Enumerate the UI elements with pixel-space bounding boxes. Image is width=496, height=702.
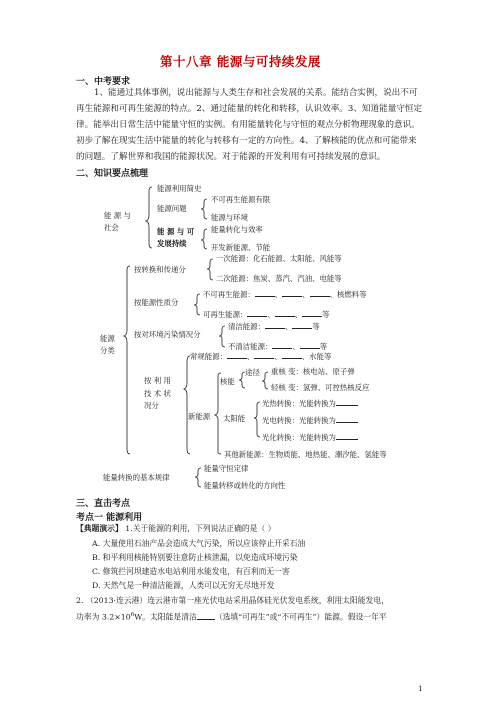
answer-blank[interactable] (282, 350, 302, 359)
fill-text: （选填“可再生”或“不可再生”）能源。假设一年平 (214, 612, 387, 622)
map-node: 不可再生能源有限 (211, 195, 271, 204)
option-d[interactable]: D. 天然气是一种清洁能源，人类可以无穷无尽地开发 (92, 581, 275, 590)
fill-text: 等 (319, 342, 328, 351)
answer-blank[interactable] (292, 320, 312, 329)
answer-blank[interactable] (227, 350, 247, 359)
requirements-line: 律。能举出日常生活中能量守恒的实例。有用能量转化与守恒的观点分析物理现象的意识。 (76, 120, 420, 130)
map-node-clean (228, 320, 320, 332)
fill-text: 、 (292, 342, 300, 351)
requirements-line: 初步了解在现实生活中能量的转化与转移有一定的方向性。4、了解核能的优点和可能带来 (76, 136, 417, 146)
point-heading: 考点一 能源利用 (76, 513, 143, 523)
answer-blank[interactable] (302, 308, 322, 317)
map-node-nonrenewable (203, 288, 367, 300)
page-number: 1 (418, 684, 423, 693)
answer-blank[interactable] (300, 340, 320, 349)
requirements-line: 1、能通过具体事例，说出能源与人类生存和社会发展的关系。能结合实例，说出不可 (94, 88, 418, 98)
fill-text: 、核燃料等 (329, 290, 367, 299)
bracket-classify (124, 266, 130, 454)
map-node: 能量转移或转化的方向性 (204, 481, 286, 490)
map-node: 二次能源：焦炭、蒸汽、汽油、电能等 (216, 274, 342, 283)
map-society-root: 能 源 与 社会 (104, 211, 131, 232)
bracket-solar (254, 402, 260, 437)
option-a[interactable]: A. 大量使用石油产品会造成大气污染，所以应该停止开采石油 (92, 539, 306, 548)
fill-text: 、 (267, 310, 275, 319)
map-node: 其他新能源：生物质能、地热能、潮汐能、氢能等 (224, 450, 387, 459)
map-node: 能源问题 (157, 204, 187, 213)
fill-text: 等 (322, 310, 330, 319)
bracket-route (262, 372, 268, 389)
answer-blank[interactable] (336, 431, 358, 440)
answer-blank[interactable] (282, 288, 302, 297)
map-node: 一次能源：化石能源、太阳能、风能等 (216, 254, 342, 263)
map-node: 按对环境污染情况分 (134, 330, 201, 339)
requirements-heading: 一、中考要求 (76, 77, 131, 87)
fill-text: 不可再生能源： (203, 290, 255, 299)
fill-text: W。太阳能是清洁 (134, 612, 197, 622)
answer-blank[interactable] (247, 308, 267, 317)
question-text: 1.关于能源的利用，下列说法正确的是（ ） (125, 524, 276, 533)
bracket-nature (194, 294, 200, 315)
answer-blank[interactable] (336, 397, 358, 406)
answer-blank[interactable] (272, 340, 292, 349)
answer-blank[interactable] (336, 414, 358, 423)
map-node: 能量守恒定律 (204, 464, 249, 473)
fill-text: 等 (312, 322, 320, 331)
map-node: 能 源 与 可 发展持续 (157, 227, 195, 248)
example-tag: 【典题演示】 (76, 524, 123, 533)
fill-text: 光热转换：光能转换为 (262, 399, 336, 408)
map-node: 按能源性质分 (134, 298, 179, 307)
fill-text: 不清洁能源： (228, 342, 273, 351)
map-node-conventional (190, 350, 331, 362)
bracket-pollution (219, 326, 225, 347)
map-node: 按转换和传递分 (134, 265, 186, 274)
option-c[interactable]: C. 修筑拦河坝建造水电站利用水能发电，有百利而无一害 (92, 567, 290, 576)
bracket-source (207, 259, 213, 280)
fill-text: 、水能等 (301, 352, 332, 361)
map-node: 新能源 (188, 412, 211, 421)
fill-text: 、 (274, 290, 283, 299)
fill-text: 、 (274, 352, 282, 361)
map-node: 能量转化与效率 (211, 225, 263, 234)
map-node: 重核 变：核电站、原子弹 (271, 367, 355, 376)
map-node-renewable (203, 308, 330, 320)
fill-text: 可再生能源： (203, 310, 248, 319)
bracket-use (184, 356, 190, 454)
bracket-sustainable (201, 229, 207, 249)
map-node: 能源利用简史 (157, 184, 202, 193)
map-node: 轻核 变：氢弹、可控热核反应 (271, 383, 370, 392)
bracket-laws (195, 468, 201, 487)
map-laws-root: 能量转换的基本规律 (103, 473, 170, 482)
map-classify-root: 能源 分类 (100, 334, 115, 355)
fill-text: 功率为 3.2×10 (76, 612, 131, 622)
map-node: 能源与环境 (211, 213, 248, 222)
map-node-solar-elec (262, 414, 358, 426)
fill-text: 常规能源： (190, 352, 227, 361)
map-node: 按 利 用 技 术 状 况分 (144, 376, 171, 410)
answer-blank[interactable] (310, 288, 330, 297)
fill-text: 、 (302, 290, 310, 299)
requirements-line: 再生能源和可再生能源的特点。2、通过能量的转化和转移，认识效率。3、知道能量守恒定 (76, 104, 423, 114)
knowledge-heading: 二、知识要点梳理 (76, 169, 149, 179)
answer-blank[interactable] (265, 320, 285, 329)
question-2-line-2 (76, 609, 387, 624)
answer-blank[interactable] (275, 308, 295, 317)
option-b[interactable]: B. 和平利用核能特别要注意防止核泄漏，以免造成环境污染 (92, 553, 298, 562)
fill-text: 清洁能源： (228, 322, 265, 331)
map-node-solar-chem (262, 431, 358, 443)
question-1 (76, 522, 276, 535)
bracket-problems (201, 199, 207, 219)
requirements-line: 的问题。了解世界和我国的能源状况。对于能源的开发利用有可持续发展的意识。 (76, 152, 386, 162)
bracket-society (146, 187, 152, 248)
answer-blank[interactable] (255, 288, 275, 297)
map-node: 途径 (245, 368, 260, 377)
map-node: 开发新能源、节能 (211, 243, 271, 252)
map-node: 核能 (220, 377, 235, 386)
exponent: 6 (130, 612, 135, 618)
fill-text: 光化转换：光能转换为 (262, 433, 336, 442)
answer-blank[interactable] (254, 350, 274, 359)
fill-text: 光电转换：光能转换为 (262, 416, 336, 425)
fill-text: 、 (294, 310, 303, 319)
map-node-solar-heat (262, 397, 358, 409)
chapter-title: 第十八章 能源与可持续发展 (160, 54, 321, 69)
map-node: 太阳能 (223, 414, 246, 423)
exam-heading: 三、直击考点 (76, 499, 131, 509)
question-2-line-1: 2. （2013·连云港）连云港市第一座光伏电站采用晶体硅光伏发电系统，利用太阳能发电， (76, 596, 389, 605)
answer-blank[interactable] (197, 611, 215, 620)
fill-text: 、 (246, 352, 255, 361)
fill-text: 、 (284, 322, 293, 331)
